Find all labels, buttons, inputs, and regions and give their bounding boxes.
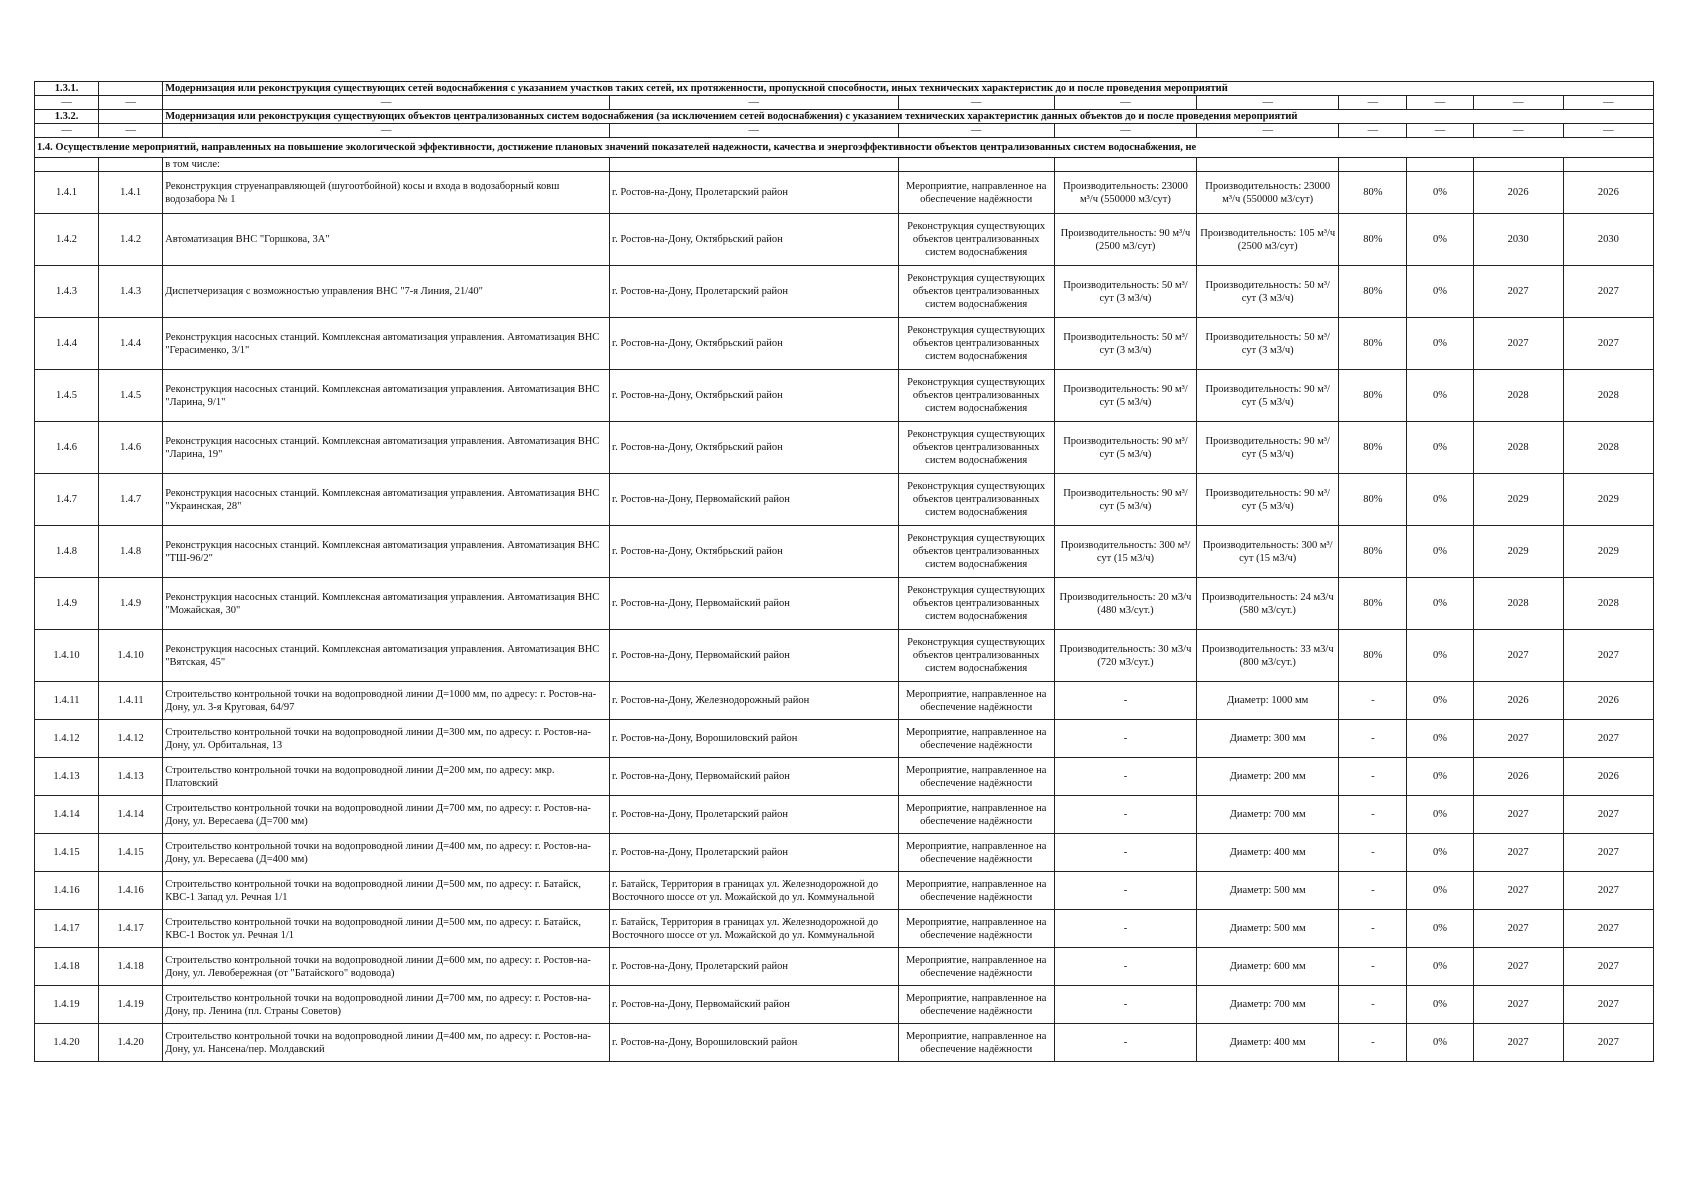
table-row xyxy=(35,682,1654,720)
wear-before: - xyxy=(1339,758,1407,796)
dash-cell: — xyxy=(610,96,899,110)
spec-after: Диаметр: 700 мм xyxy=(1197,986,1339,1024)
spec-after: Производительность: 24 м3/ч (580 м3/сут.) xyxy=(1197,578,1339,630)
empty-cell xyxy=(99,82,163,96)
location: г. Ростов-на-Дону, Железнодорожный район xyxy=(610,682,899,720)
spec-before: Производительность: 30 м3/ч (720 м3/сут.) xyxy=(1054,630,1196,682)
year-end: 2027 xyxy=(1563,910,1653,948)
wear-after: 0% xyxy=(1407,758,1473,796)
year-end: 2026 xyxy=(1563,682,1653,720)
section-row-1-3-2 xyxy=(35,110,1654,124)
year-start: 2028 xyxy=(1473,578,1563,630)
measure-name: Строительство контрольной точки на водопроводной линии Д=600 мм, по адресу: г. Ростов-на-Дону, ул. Левобережная (от "Батайского" водовода) xyxy=(163,948,610,986)
spec-before: - xyxy=(1054,796,1196,834)
spec-before: Производительность: 20 м3/ч (480 м3/сут.) xyxy=(1054,578,1196,630)
measure-type: Мероприятие, направленное на обеспечение надёжности xyxy=(898,758,1054,796)
item-code: 1.4.6 xyxy=(99,422,163,474)
spec-after: Производительность: 33 м3/ч (800 м3/сут.) xyxy=(1197,630,1339,682)
wear-before: 80% xyxy=(1339,172,1407,214)
spec-before: Производительность: 90 м³/сут (5 м3/ч) xyxy=(1054,370,1196,422)
year-end: 2030 xyxy=(1563,214,1653,266)
location: г. Ростов-на-Дону, Октябрьский район xyxy=(610,526,899,578)
item-number: 1.4.11 xyxy=(35,682,99,720)
measure-name: Строительство контрольной точки на водопроводной линии Д=500 мм, по адресу: г. Батайск, КВС-1 Восток ул. Речная 1/1 xyxy=(163,910,610,948)
year-end: 2029 xyxy=(1563,474,1653,526)
location: г. Ростов-на-Дону, Первомайский район xyxy=(610,474,899,526)
item-number: 1.4.16 xyxy=(35,872,99,910)
item-number: 1.4.2 xyxy=(35,214,99,266)
location: г. Ростов-на-Дону, Первомайский район xyxy=(610,986,899,1024)
wear-before: - xyxy=(1339,910,1407,948)
dash-cell: — xyxy=(99,96,163,110)
spec-after: Производительность: 300 м³/сут (15 м3/ч) xyxy=(1197,526,1339,578)
dash-cell: — xyxy=(1407,96,1473,110)
year-start: 2027 xyxy=(1473,948,1563,986)
spec-before: - xyxy=(1054,1024,1196,1062)
measure-name: Строительство контрольной точки на водопроводной линии Д=300 мм, по адресу: г. Ростов-на-Дону, ул. Орбитальная, 13 xyxy=(163,720,610,758)
empty-cell xyxy=(99,158,163,172)
measure-name: Строительство контрольной точки на водопроводной линии Д=400 мм, по адресу: г. Ростов-на-Дону, ул. Нансена/пер. Молдавский xyxy=(163,1024,610,1062)
spec-before: Производительность: 90 м³/сут (5 м3/ч) xyxy=(1054,474,1196,526)
year-start: 2030 xyxy=(1473,214,1563,266)
wear-after: 0% xyxy=(1407,682,1473,720)
spec-after: Производительность: 90 м³/сут (5 м3/ч) xyxy=(1197,370,1339,422)
dash-cell: — xyxy=(35,96,99,110)
section-title: Модернизация или реконструкция существующих объектов централизованных систем водоснабжения (за исключением сетей водоснабжения) с указанием технических характеристик данных объектов до и после проведения мероприятий xyxy=(163,110,1654,124)
location: г. Ростов-на-Дону, Первомайский район xyxy=(610,630,899,682)
table-row xyxy=(35,872,1654,910)
measure-type: Реконструкция существующих объектов централизованных систем водоснабжения xyxy=(898,526,1054,578)
wear-before: - xyxy=(1339,948,1407,986)
item-number: 1.4.18 xyxy=(35,948,99,986)
year-end: 2027 xyxy=(1563,266,1653,318)
dash-cell: — xyxy=(898,124,1054,138)
item-number: 1.4.5 xyxy=(35,370,99,422)
location: г. Ростов-на-Дону, Пролетарский район xyxy=(610,948,899,986)
spec-before: - xyxy=(1054,720,1196,758)
item-code: 1.4.4 xyxy=(99,318,163,370)
location: г. Ростов-на-Дону, Пролетарский район xyxy=(610,266,899,318)
table-row xyxy=(35,578,1654,630)
item-code: 1.4.17 xyxy=(99,910,163,948)
item-number: 1.4.4 xyxy=(35,318,99,370)
year-end: 2027 xyxy=(1563,796,1653,834)
empty-cell xyxy=(898,158,1054,172)
wear-before: 80% xyxy=(1339,526,1407,578)
item-number: 1.4.19 xyxy=(35,986,99,1024)
measure-name: Реконструкция насосных станций. Комплексная автоматизация управления. Автоматизация ВНС "Герасименко, 3/1" xyxy=(163,318,610,370)
item-number: 1.4.3 xyxy=(35,266,99,318)
dash-cell: — xyxy=(35,124,99,138)
spec-after: Производительность: 90 м³/сут (5 м3/ч) xyxy=(1197,474,1339,526)
spec-before: - xyxy=(1054,682,1196,720)
measure-type: Реконструкция существующих объектов централизованных систем водоснабжения xyxy=(898,578,1054,630)
spec-after: Диаметр: 500 мм xyxy=(1197,872,1339,910)
dash-cell: — xyxy=(1473,124,1563,138)
table-row xyxy=(35,474,1654,526)
wear-before: 80% xyxy=(1339,422,1407,474)
year-end: 2028 xyxy=(1563,422,1653,474)
measure-name: Реконструкция насосных станций. Комплексная автоматизация управления. Автоматизация ВНС "Украинская, 28" xyxy=(163,474,610,526)
measure-type: Реконструкция существующих объектов централизованных систем водоснабжения xyxy=(898,474,1054,526)
item-number: 1.4.17 xyxy=(35,910,99,948)
measure-type: Реконструкция существующих объектов централизованных систем водоснабжения xyxy=(898,318,1054,370)
section-heading: 1.4. Осуществление мероприятий, направленных на повышение экологической эффективности, достижение плановых значений показателей надежности, качества и энергоэффективности объектов централизованных систем водоснабжения, не xyxy=(35,138,1654,158)
year-start: 2027 xyxy=(1473,910,1563,948)
spec-before: - xyxy=(1054,758,1196,796)
spec-before: - xyxy=(1054,948,1196,986)
table-body xyxy=(35,82,1654,1062)
dash-cell: — xyxy=(1197,124,1339,138)
item-number: 1.4.1 xyxy=(35,172,99,214)
item-number: 1.4.8 xyxy=(35,526,99,578)
year-start: 2027 xyxy=(1473,720,1563,758)
location: г. Ростов-на-Дону, Первомайский район xyxy=(610,758,899,796)
location: г. Ростов-на-Дону, Пролетарский район xyxy=(610,834,899,872)
dash-cell: — xyxy=(1407,124,1473,138)
year-end: 2027 xyxy=(1563,986,1653,1024)
wear-after: 0% xyxy=(1407,1024,1473,1062)
table-row xyxy=(35,630,1654,682)
dash-cell: — xyxy=(610,124,899,138)
dash-cell: — xyxy=(898,96,1054,110)
location: г. Ростов-на-Дону, Первомайский район xyxy=(610,578,899,630)
table-row xyxy=(35,422,1654,474)
year-end: 2027 xyxy=(1563,948,1653,986)
year-start: 2027 xyxy=(1473,834,1563,872)
spec-before: Производительность: 300 м³/сут (15 м3/ч) xyxy=(1054,526,1196,578)
item-code: 1.4.8 xyxy=(99,526,163,578)
wear-after: 0% xyxy=(1407,172,1473,214)
wear-after: 0% xyxy=(1407,526,1473,578)
table-row xyxy=(35,720,1654,758)
empty-cell xyxy=(1407,158,1473,172)
measure-type: Мероприятие, направленное на обеспечение надёжности xyxy=(898,872,1054,910)
measure-name: Строительство контрольной точки на водопроводной линии Д=200 мм, по адресу: мкр. Платовский xyxy=(163,758,610,796)
location: г. Ростов-на-Дону, Октябрьский район xyxy=(610,318,899,370)
item-code: 1.4.5 xyxy=(99,370,163,422)
item-number: 1.4.6 xyxy=(35,422,99,474)
table-row xyxy=(35,526,1654,578)
dash-cell: — xyxy=(99,124,163,138)
year-end: 2027 xyxy=(1563,834,1653,872)
measure-type: Мероприятие, направленное на обеспечение надёжности xyxy=(898,172,1054,214)
measure-type: Мероприятие, направленное на обеспечение надёжности xyxy=(898,720,1054,758)
subheader-row xyxy=(35,158,1654,172)
spec-after: Диаметр: 400 мм xyxy=(1197,834,1339,872)
year-end: 2028 xyxy=(1563,578,1653,630)
dash-cell: — xyxy=(1473,96,1563,110)
measure-type: Мероприятие, направленное на обеспечение надёжности xyxy=(898,834,1054,872)
measure-name: Реконструкция насосных станций. Комплексная автоматизация управления. Автоматизация ВНС "Вятская, 45" xyxy=(163,630,610,682)
table-row xyxy=(35,758,1654,796)
wear-after: 0% xyxy=(1407,834,1473,872)
item-code: 1.4.2 xyxy=(99,214,163,266)
wear-after: 0% xyxy=(1407,910,1473,948)
location: г. Ростов-на-Дону, Ворошиловский район xyxy=(610,720,899,758)
wear-before: 80% xyxy=(1339,214,1407,266)
wear-before: 80% xyxy=(1339,474,1407,526)
wear-before: 80% xyxy=(1339,370,1407,422)
dash-cell: — xyxy=(163,96,610,110)
wear-after: 0% xyxy=(1407,318,1473,370)
wear-after: 0% xyxy=(1407,370,1473,422)
item-code: 1.4.15 xyxy=(99,834,163,872)
wear-before: 80% xyxy=(1339,578,1407,630)
location: г. Батайск, Территория в границах ул. Железнодорожной до Восточного шоссе от ул. Можайской до ул. Коммунальной xyxy=(610,910,899,948)
measure-name: Реконструкция насосных станций. Комплексная автоматизация управления. Автоматизация ВНС "Можайская, 30" xyxy=(163,578,610,630)
year-start: 2026 xyxy=(1473,172,1563,214)
item-code: 1.4.1 xyxy=(99,172,163,214)
item-number: 1.4.20 xyxy=(35,1024,99,1062)
spec-after: Диаметр: 400 мм xyxy=(1197,1024,1339,1062)
year-start: 2027 xyxy=(1473,986,1563,1024)
year-start: 2027 xyxy=(1473,318,1563,370)
measure-name: Реконструкция насосных станций. Комплексная автоматизация управления. Автоматизация ВНС "Ларина, 19" xyxy=(163,422,610,474)
item-number: 1.4.14 xyxy=(35,796,99,834)
item-code: 1.4.7 xyxy=(99,474,163,526)
wear-before: 80% xyxy=(1339,266,1407,318)
year-start: 2028 xyxy=(1473,422,1563,474)
wear-before: - xyxy=(1339,986,1407,1024)
item-number: 1.4.12 xyxy=(35,720,99,758)
measure-name: Реконструкция насосных станций. Комплексная автоматизация управления. Автоматизация ВНС "ТШ-96/2" xyxy=(163,526,610,578)
table-row xyxy=(35,910,1654,948)
year-start: 2029 xyxy=(1473,474,1563,526)
measure-type: Мероприятие, направленное на обеспечение надёжности xyxy=(898,796,1054,834)
section-number: 1.3.1. xyxy=(35,82,99,96)
wear-before: - xyxy=(1339,720,1407,758)
year-start: 2026 xyxy=(1473,758,1563,796)
wear-before: 80% xyxy=(1339,630,1407,682)
empty-cell xyxy=(1197,158,1339,172)
wear-after: 0% xyxy=(1407,474,1473,526)
spec-after: Производительность: 23000 м³/ч (550000 м3/сут) xyxy=(1197,172,1339,214)
measures-table xyxy=(34,81,1654,1062)
measure-name: Строительство контрольной точки на водопроводной линии Д=500 мм, по адресу: г. Батайск, КВС-1 Запад ул. Речная 1/1 xyxy=(163,872,610,910)
year-start: 2028 xyxy=(1473,370,1563,422)
table-row xyxy=(35,214,1654,266)
spec-before: Производительность: 50 м³/сут (3 м3/ч) xyxy=(1054,318,1196,370)
empty-cell xyxy=(35,158,99,172)
year-end: 2027 xyxy=(1563,630,1653,682)
year-end: 2028 xyxy=(1563,370,1653,422)
empty-cell xyxy=(99,110,163,124)
item-code: 1.4.18 xyxy=(99,948,163,986)
spec-after: Диаметр: 700 мм xyxy=(1197,796,1339,834)
item-code: 1.4.11 xyxy=(99,682,163,720)
empty-cell xyxy=(1563,158,1653,172)
spec-before: - xyxy=(1054,872,1196,910)
spec-after: Производительность: 50 м³/сут (3 м3/ч) xyxy=(1197,266,1339,318)
location: г. Ростов-на-Дону, Пролетарский район xyxy=(610,172,899,214)
wear-after: 0% xyxy=(1407,630,1473,682)
wear-before: - xyxy=(1339,682,1407,720)
year-start: 2027 xyxy=(1473,266,1563,318)
table-row xyxy=(35,834,1654,872)
item-code: 1.4.10 xyxy=(99,630,163,682)
spec-after: Диаметр: 200 мм xyxy=(1197,758,1339,796)
year-start: 2027 xyxy=(1473,630,1563,682)
measure-name: Строительство контрольной точки на водопроводной линии Д=400 мм, по адресу: г. Ростов-на-Дону, ул. Вересаева (Д=400 мм) xyxy=(163,834,610,872)
table-row xyxy=(35,986,1654,1024)
section-number: 1.3.2. xyxy=(35,110,99,124)
item-code: 1.4.20 xyxy=(99,1024,163,1062)
year-start: 2027 xyxy=(1473,872,1563,910)
measure-name: Строительство контрольной точки на водопроводной линии Д=1000 мм, по адресу: г. Ростов-на-Дону, ул. 3-я Круговая, 64/97 xyxy=(163,682,610,720)
measure-type: Реконструкция существующих объектов централизованных систем водоснабжения xyxy=(898,370,1054,422)
measure-name: Автоматизация ВНС "Горшкова, 3А" xyxy=(163,214,610,266)
table-row xyxy=(35,1024,1654,1062)
year-end: 2027 xyxy=(1563,872,1653,910)
dash-cell: — xyxy=(1197,96,1339,110)
spec-after: Производительность: 50 м³/сут (3 м3/ч) xyxy=(1197,318,1339,370)
spec-after: Производительность: 90 м³/сут (5 м3/ч) xyxy=(1197,422,1339,474)
measure-name: Строительство контрольной точки на водопроводной линии Д=700 мм, по адресу: г. Ростов-на-Дону, ул. Вересаева (Д=700 мм) xyxy=(163,796,610,834)
item-number: 1.4.9 xyxy=(35,578,99,630)
item-code: 1.4.16 xyxy=(99,872,163,910)
spec-before: Производительность: 50 м³/сут (3 м3/ч) xyxy=(1054,266,1196,318)
spec-before: Производительность: 90 м³/сут (5 м3/ч) xyxy=(1054,422,1196,474)
year-start: 2027 xyxy=(1473,1024,1563,1062)
section-row-1-4 xyxy=(35,138,1654,158)
measure-type: Реконструкция существующих объектов централизованных систем водоснабжения xyxy=(898,266,1054,318)
year-end: 2026 xyxy=(1563,172,1653,214)
table-row xyxy=(35,172,1654,214)
year-end: 2027 xyxy=(1563,720,1653,758)
measure-type: Реконструкция существующих объектов централизованных систем водоснабжения xyxy=(898,214,1054,266)
year-end: 2026 xyxy=(1563,758,1653,796)
spec-after: Диаметр: 300 мм xyxy=(1197,720,1339,758)
table-row xyxy=(35,318,1654,370)
item-code: 1.4.13 xyxy=(99,758,163,796)
year-end: 2027 xyxy=(1563,1024,1653,1062)
spec-before: Производительность: 90 м³/ч (2500 м3/сут) xyxy=(1054,214,1196,266)
wear-after: 0% xyxy=(1407,796,1473,834)
item-number: 1.4.13 xyxy=(35,758,99,796)
item-code: 1.4.19 xyxy=(99,986,163,1024)
item-number: 1.4.7 xyxy=(35,474,99,526)
section-row-1-3-1 xyxy=(35,82,1654,96)
dash-cell: — xyxy=(163,124,610,138)
year-end: 2027 xyxy=(1563,318,1653,370)
year-end: 2029 xyxy=(1563,526,1653,578)
table-row xyxy=(35,948,1654,986)
wear-after: 0% xyxy=(1407,986,1473,1024)
wear-before: - xyxy=(1339,872,1407,910)
spec-before: - xyxy=(1054,910,1196,948)
including-label: в том числе: xyxy=(163,158,610,172)
table-row xyxy=(35,796,1654,834)
dash-row xyxy=(35,96,1654,110)
section-title: Модернизация или реконструкция существующих сетей водоснабжения с указанием участков таких сетей, их протяженности, пропускной способности, иных технических характеристик до и после проведения мероприятий xyxy=(163,82,1654,96)
year-start: 2029 xyxy=(1473,526,1563,578)
dash-cell: — xyxy=(1054,124,1196,138)
year-start: 2026 xyxy=(1473,682,1563,720)
spec-after: Производительность: 105 м³/ч (2500 м3/сут) xyxy=(1197,214,1339,266)
measure-type: Мероприятие, направленное на обеспечение надёжности xyxy=(898,910,1054,948)
spec-after: Диаметр: 500 мм xyxy=(1197,910,1339,948)
measure-type: Мероприятие, направленное на обеспечение надёжности xyxy=(898,986,1054,1024)
year-start: 2027 xyxy=(1473,796,1563,834)
location: г. Ростов-на-Дону, Октябрьский район xyxy=(610,422,899,474)
empty-cell xyxy=(1473,158,1563,172)
dash-cell: — xyxy=(1054,96,1196,110)
dash-cell: — xyxy=(1563,96,1653,110)
item-number: 1.4.15 xyxy=(35,834,99,872)
measure-type: Реконструкция существующих объектов централизованных систем водоснабжения xyxy=(898,422,1054,474)
location: г. Ростов-на-Дону, Октябрьский район xyxy=(610,214,899,266)
spec-after: Диаметр: 1000 мм xyxy=(1197,682,1339,720)
spec-after: Диаметр: 600 мм xyxy=(1197,948,1339,986)
empty-cell xyxy=(1339,158,1407,172)
measure-type: Мероприятие, направленное на обеспечение надёжности xyxy=(898,948,1054,986)
empty-cell xyxy=(1054,158,1196,172)
spec-before: Производительность: 23000 м³/ч (550000 м3/сут) xyxy=(1054,172,1196,214)
wear-after: 0% xyxy=(1407,266,1473,318)
wear-after: 0% xyxy=(1407,948,1473,986)
table-row xyxy=(35,370,1654,422)
location: г. Ростов-на-Дону, Ворошиловский район xyxy=(610,1024,899,1062)
measure-name: Реконструкция насосных станций. Комплексная автоматизация управления. Автоматизация ВНС "Ларина, 9/1" xyxy=(163,370,610,422)
measure-name: Реконструкция струенаправляющей (шугоотбойной) косы и входа в водозаборный ковш водозабора № 1 xyxy=(163,172,610,214)
measure-type: Мероприятие, направленное на обеспечение надёжности xyxy=(898,1024,1054,1062)
item-code: 1.4.12 xyxy=(99,720,163,758)
item-code: 1.4.3 xyxy=(99,266,163,318)
measure-name: Диспетчеризация с возможностью управления ВНС "7-я Линия, 21/40" xyxy=(163,266,610,318)
wear-after: 0% xyxy=(1407,578,1473,630)
measure-type: Реконструкция существующих объектов централизованных систем водоснабжения xyxy=(898,630,1054,682)
wear-after: 0% xyxy=(1407,422,1473,474)
dash-row xyxy=(35,124,1654,138)
location: г. Ростов-на-Дону, Октябрьский район xyxy=(610,370,899,422)
measure-type: Мероприятие, направленное на обеспечение надёжности xyxy=(898,682,1054,720)
wear-after: 0% xyxy=(1407,214,1473,266)
dash-cell: — xyxy=(1339,96,1407,110)
table-row xyxy=(35,266,1654,318)
item-code: 1.4.9 xyxy=(99,578,163,630)
wear-after: 0% xyxy=(1407,872,1473,910)
item-number: 1.4.10 xyxy=(35,630,99,682)
spec-before: - xyxy=(1054,986,1196,1024)
item-code: 1.4.14 xyxy=(99,796,163,834)
wear-before: 80% xyxy=(1339,318,1407,370)
spec-before: - xyxy=(1054,834,1196,872)
wear-after: 0% xyxy=(1407,720,1473,758)
empty-cell xyxy=(610,158,899,172)
dash-cell: — xyxy=(1563,124,1653,138)
wear-before: - xyxy=(1339,1024,1407,1062)
measure-name: Строительство контрольной точки на водопроводной линии Д=700 мм, по адресу: г. Ростов-на-Дону, пр. Ленина (пл. Страны Советов) xyxy=(163,986,610,1024)
location: г. Батайск, Территория в границах ул. Железнодорожной до Восточного шоссе от ул. Можайской до ул. Коммунальной xyxy=(610,872,899,910)
dash-cell: — xyxy=(1339,124,1407,138)
wear-before: - xyxy=(1339,796,1407,834)
wear-before: - xyxy=(1339,834,1407,872)
location: г. Ростов-на-Дону, Пролетарский район xyxy=(610,796,899,834)
